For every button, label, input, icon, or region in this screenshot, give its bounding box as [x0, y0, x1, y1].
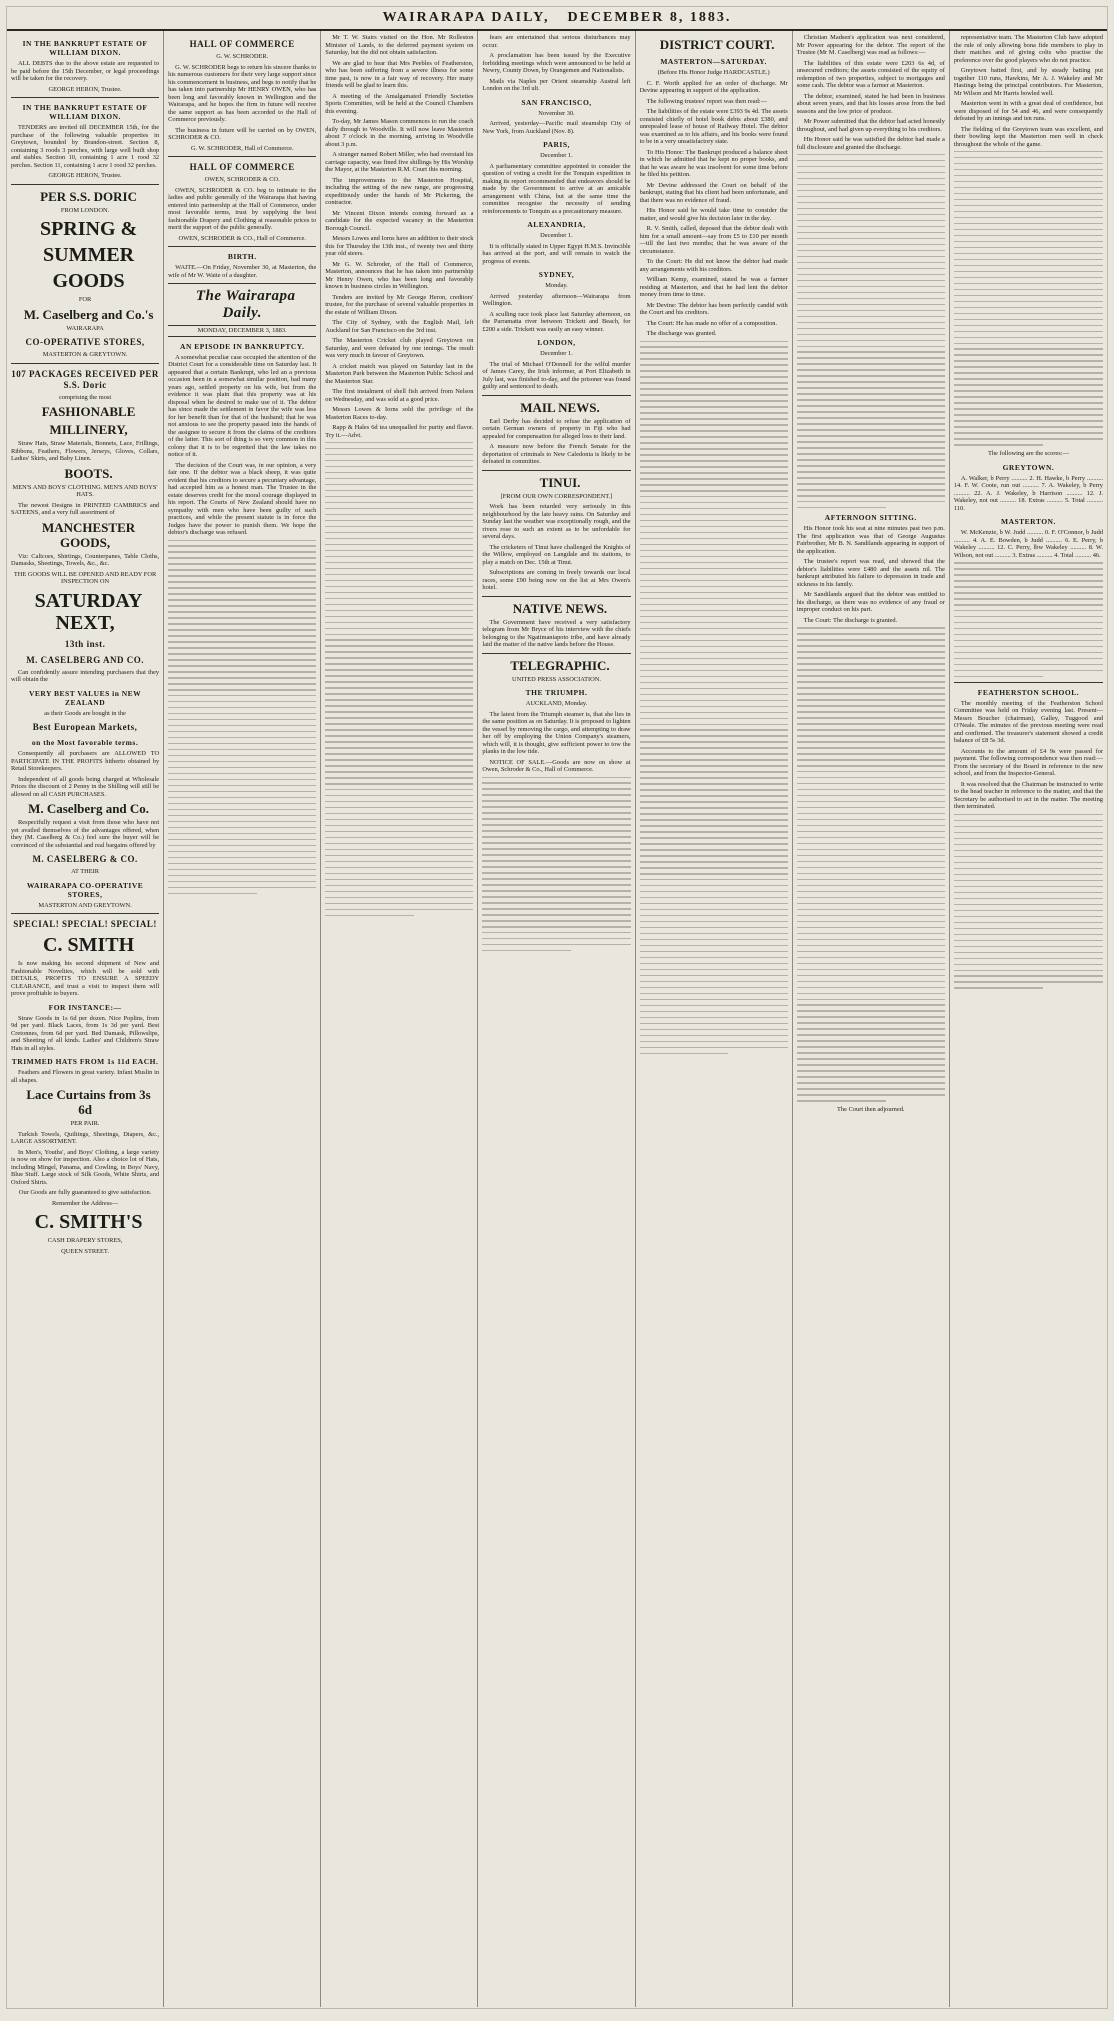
ship-title: PER S.S. DORIC: [40, 188, 137, 204]
news-item: A proclamation has been issued by the Executive forbidding meetings which were announced to be held at Newry, County Down, by Orangemen and Nationalists.: [482, 52, 631, 74]
tinui-body2: The cricketers of Tinui have challenged the Knights of the Willow, employed on Langdale and its stations, to play a match on Dec. 15th at Tinui.: [482, 543, 631, 566]
turkish-text: Turkish Towels, Quiltings, Sheetings, Diapers, &c., LARGE ASSORTMENT.: [11, 1130, 160, 1145]
divider: [482, 470, 630, 471]
alex-heading: ALEXANDRIA,: [527, 220, 586, 229]
court-text: The discharge was granted.: [646, 330, 717, 337]
fashionable-heading: FASHIONABLE: [41, 404, 136, 419]
score-masterton-heading: MASTERTON.: [1001, 517, 1056, 527]
sydney-body: Arrived yesterday afternoon—Wairarapa from Wellington.: [482, 292, 631, 307]
firm4-name: M. CASELBERG & CO.: [32, 854, 138, 864]
london-date: December 1.: [540, 350, 573, 357]
court-text: His Honor took his seat at nine minutes past two p.m. The first application was that of George Augustus Fairbrother, Mr B. N. Sandilands appearing in support of the application.: [796, 525, 945, 555]
divider: [168, 283, 316, 284]
telegraphic-heading: TELEGRAPHIC.: [510, 657, 610, 673]
sf-heading: SAN FRANCISCO,: [521, 97, 592, 107]
text-filler: [640, 341, 788, 1055]
mail-body: Earl Derby has decided to refuse the application of certain German owners of property in Fiji who had appealed for compensation for alleged loss to their land.: [482, 417, 631, 440]
news-item: Rapp & Hales 6d tea unequalled for purity and flavor. Try it.—Advt.: [325, 424, 474, 439]
estate2-title: IN THE BANKRUPT ESTATE OF WILLIAM DIXON.: [22, 103, 148, 121]
smith2-sub: CASH DRAPERY STORES,: [47, 1237, 123, 1244]
news-intro: fears are entertained that serious disturbances may occur.: [482, 34, 631, 49]
boots-body: MEN'S AND BOYS' CLOTHING. MEN'S AND BOYS' HATS.: [12, 483, 158, 498]
feathers-text: Feathers and Flowers in great variety. Infant Muslin in all shapes.: [11, 1069, 160, 1084]
score-greytown: A. Walker, b Perry .......... 2. H. Hawke, b Perry .......... 14. F. W. Coote, run out .......... 7. A. Wakeley, b Perry .......... 22. A. J. Wakeley, b Harrison .......... 12. J. Wakeley, not out .......... 18. Extras .......... 5. Total .......... 110.: [953, 474, 1103, 512]
newspaper-page: [6, 6, 1108, 2009]
text-filler: [325, 442, 473, 916]
court-text: R. V. Smith, called, deposed that the debtor dealt with him for a small amount—say from £5 to £10 per month—till the last two months; that he was aware of the circumstance.: [639, 225, 788, 255]
news-item: Mr Vincent Dixon intends coming forward as a candidate for the expected vacancy in the Masterton Borough Council.: [325, 209, 474, 232]
divider: [482, 653, 630, 654]
text-filler: [954, 814, 1103, 989]
news-item: Tenders are invited by Mr George Heron, creditors' trustee, for the purchase of several valuable properties in the estate of William Dixon.: [325, 293, 474, 316]
confident-text: Can confidently assure intending purchasers that they will obtain the: [11, 668, 160, 683]
column-2: [164, 31, 321, 2007]
birth-heading: BIRTH.: [227, 252, 257, 261]
text-filler: [168, 540, 316, 894]
school-text: Accounts to the amount of £4 9s were passed for payment. The following correspondence was then read:—From the secretary of the Board in reference to the new school, and from the Inspector-General.: [953, 747, 1103, 778]
court-text: Christian Madsen's application was next considered, Mr Power appearing for the debtor. The report of the Trustee (Mr M. Caselberg) was read as follows:—: [796, 34, 945, 56]
text-filler: [954, 151, 1103, 446]
news-item: Mails via Naples per Orient steamship Austral left London on the 3rd ult.: [482, 77, 631, 92]
tinui-body3: Subscriptions are coming in freely towards our local races, some £90 being now on the list at Mrs Owen's hotel.: [482, 569, 631, 591]
firm-place: WAIRARAPA: [66, 324, 104, 332]
alex-date: December 1.: [540, 232, 573, 239]
tinui-heading: TINUI.: [539, 474, 581, 490]
episode-body: A somewhat peculiar case occupied the attention of the District Court for a considerable time on Saturday last. It appeared that a certain Bankrupt, who led an a previous occasion been in a somewhat similar position, had many years ago, settled property on his wife, but from the evidence it was plain that this property was at his disposal when he desired to make use of it. The debtor has since made the settlement in favor the wife was less for her benefit than for that of the husband; that he was not anxious to see the property passed into the hands of the assignee to secure it from the claims of the creditors of the latter. This sort of thing is so very common in this colony that it is to be regretted that the law takes no notice of it.: [168, 353, 317, 458]
text-filler: [482, 777, 630, 952]
court-text: Mr Power submitted that the debtor had acted honestly throughout, and had given up everything to his creditors.: [796, 118, 945, 133]
masthead-paper: WAIRARAPA DAILY,: [382, 10, 550, 25]
court-text: Mr Devine: The debtor has been perfectly candid with the Court and his creditors.: [639, 301, 788, 316]
smith-heading: C. SMITH: [43, 934, 135, 956]
tinui-body: Work has been retarded very seriously in this neighbourhood by the late heavy rains. On Saturday and Sunday last the weather was exceptionally rough, and the rivers rose to such an extent as to be unfordable for several days.: [482, 503, 631, 540]
favourable-text: on the Most favorable terms.: [31, 738, 139, 747]
episode-heading: AN EPISODE IN BANKRUPTCY.: [180, 341, 305, 351]
text-filler: [954, 562, 1103, 677]
special-heading: SPECIAL! SPECIAL! SPECIAL!: [13, 919, 157, 929]
score-masterton: W. McKenzie, b W. Judd .......... 0. F. O'Connor, b Judd .......... 4. A. E. Bowden, b Judd .......... 6. E. Perry, b Wakeley .......... 12. C. Perry, lbw Wakeley .......... 8. W. Wilson, not out .......... 3. Extras .......... 4. Total .......... 46.: [953, 529, 1103, 559]
divider: [11, 913, 159, 914]
remember-text: Remember the Address—: [52, 1199, 119, 1207]
manchester-heading: MANCHESTER GOODS,: [41, 519, 136, 550]
masthead: [7, 7, 1107, 31]
school-text: It was resolved that the Chairman be instructed to write to the head teacher in reference to the matter, and that the Secretary be authorised to act in the matter. The meeting then terminated.: [953, 780, 1103, 811]
lace-heading: Lace Curtains from 3s 6d: [26, 1087, 151, 1117]
column-4: [478, 31, 635, 2007]
hall2-heading: HALL OF COMMERCE: [189, 162, 295, 172]
millinery-body: Straw Hats, Straw Materials, Bonnets, Lace, Frillings, Ribbons, Feathers, Flowers, Jerseys, Gloves, Collars, Ladies' Skirts, and Baby Linen.: [11, 440, 160, 462]
court-text: The Court: He has made no offer of a composition.: [646, 319, 778, 327]
paris-body: A parliamentary committee appointed to consider the question of voting a credit for the Tonquin expedition in making its report recommended that endeavors should be made by the Government to arrive at an amicable arrangement with China, but at the same time the committee recognise the necessity of sending reinforcements to Tonquin as a precautionary measure.: [482, 162, 631, 215]
cricket-text: Greytown batted first, and by steady batting put together 110 runs, Hawkins, Mr A. J. Wakeley and Mr Hastings being the principal contributors. For Masterton, Mr Wilson and Mr Harris bowled well.: [953, 67, 1103, 97]
court-judge: (Before His Honor Judge HARDCASTLE.): [657, 69, 770, 76]
dateline: MONDAY, DECEMBER 3, 1883.: [168, 325, 316, 337]
estate-sign: GEORGE HERON, Trustee.: [48, 85, 122, 93]
afternoon-heading: AFTERNOON SITTING.: [824, 513, 917, 523]
divider: [482, 596, 630, 597]
hall2-body: OWEN, SCHRODER & CO. beg to intimate to the ladies and public generally of the Wairarapa that having entered into partnership at the Hall of Commerce, under most favorable terms, trust by supplying the best fashionable Drapery and Clothing at reasonable prices to merit the support of the public generally.: [168, 186, 317, 231]
native-heading: NATIVE NEWS.: [512, 600, 608, 616]
divider: [11, 184, 159, 185]
column-1: [7, 31, 164, 2007]
opened-text: THE GOODS WILL BE OPENED AND READY FOR INSPECTION ON: [13, 570, 157, 585]
news-item: Mr G. W. Schroder, of the Hall of Commerce, Masterton, announces that he has taken into partnership Mr Henry Owen, who has been long and favorably known in business circles in Wellington.: [325, 260, 474, 290]
column-3: [321, 31, 478, 2007]
hall-body: G. W. SCHRODER begs to return his sincere thanks to his numerous customers for their very large support since his commencement in business, and begs to notify that he has taken into partnership Mr HENRY OWEN, who has been long and favorably known in Wellington and the Wairarapa, and he hopes the firm in future will receive the same support as has been accorded to the Hall of Commerce previously.: [168, 63, 317, 123]
manchester-body: Viz: Calicoes, Shirtings, Counterpanes, Table Cloths, Damasks, Sheetings, Towels, &c., &c.: [11, 552, 160, 567]
episode-body2: The decision of the Court was, in our opinion, a very fair one. If the debtor was a black sheep, it was quite evident that his creditors to secure a pecuniary advantage, had accepted him as a honest man. The Trustee in the estate deserves credit for the moral courage displayed in his report. The Courts of New Zealand should have no sympathy with men who have been guilty of such practices, and while the present statute is in force the Judges have the power to punish them. We hope the debtor's discharge was refused.: [168, 461, 317, 536]
court-text: The trustee's report was read, and showed that the debtor's liabilities were £480 and the assets nil. The bankrupt attributed his failure to depression in trade and sickness in his family.: [796, 558, 945, 588]
estate-title: IN THE BANKRUPT ESTATE OF WILLIAM DIXON.: [22, 39, 148, 57]
school-heading: FEATHERSTON SCHOOL.: [977, 687, 1080, 697]
news-item: A meeting of the Amalgamated Friendly Societies Sports Committee, will be held at the Council Chambers this evening.: [325, 92, 474, 115]
score-title: The following are the scores:—: [987, 450, 1069, 458]
divider: [11, 363, 159, 364]
packages-heading: 107 PACKAGES RECEIVED PER S.S. Doric: [11, 368, 159, 390]
london-heading: LONDON,: [537, 338, 576, 347]
value-text: VERY BEST VALUES in NEW ZEALAND: [28, 688, 142, 707]
inspect-text: In Men's, Youths', and Boys' Clothing, a large variety is now on show for inspection. Also a choice lot of Hats, including Mingel, Panama, and Cowling, in Boys' Navy, Blue Stuff. Large stock of Silk Goods, White Shirts, and Oxford Shirts.: [11, 1148, 160, 1186]
markets-text: Best European Markets,: [32, 722, 138, 732]
column-5: [636, 31, 793, 2007]
paris-date: December 1.: [540, 152, 573, 159]
divider: [954, 682, 1103, 683]
smith2-heading: C. SMITH'S: [34, 1211, 143, 1233]
native-body: The Government have received a very satisfactory telegram from Mr Bryce of his interview with the chiefs belonging to the Ngatimaniapoto tribe, and have already laid the matter of the native lands before the House.: [482, 618, 631, 648]
court-text: The liabilities of the estate were £393 9s 4d. The assets consisted chiefly of hotel book debts about £380, and unrepealed lease of house of Railway Hotel. The debtor was examined as to his affairs, and his books were found to be in a very unsatisfactory state.: [639, 108, 788, 145]
at-their: AT THEIR: [71, 868, 100, 875]
mail-body2: A measure now before the French Senate for the deportation of criminals to New Caledonia is likely to be defeated in committee.: [482, 443, 631, 465]
court-sub: MASTERTON—SATURDAY.: [660, 57, 767, 66]
smith2-addr: QUEEN STREET.: [61, 1247, 109, 1255]
cricket-text: Masterton went in with a great deal of confidence, but were disposed of for 54 and 46, and were consequently defeated by an innings and ten runs.: [953, 100, 1103, 122]
firm2-name: M. CASELBERG AND CO.: [26, 654, 144, 665]
paris-heading: PARIS,: [543, 140, 570, 149]
columns: [7, 31, 1107, 2007]
places-text: MASTERTON AND GREYTOWN.: [38, 901, 132, 909]
summer-heading: SUMMER: [43, 244, 135, 266]
discount-text: Consequently all purchasers are ALLOWED TO PARTICIPATE IN THE PROFITS hitherto obtained by Retail Storekeepers.: [11, 750, 160, 772]
court-text: His Honor said he would take time to consider the matter, and would give his decision later in the day.: [639, 207, 788, 222]
hall-heading: HALL OF COMMERCE: [189, 39, 295, 49]
hall2-sign: OWEN, SCHRODER & CO., Hall of Commerce.: [178, 234, 306, 242]
triumph-heading: THE TRIUMPH.: [525, 688, 588, 697]
london-body: The trial of Michael O'Donnell for the wilful murder of James Carey, the Irish informer, at Port Elizabeth in July last, was finished to-day, and the prisoner was found guilty and sentenced to death.: [482, 360, 631, 390]
triumph-body: The latest from the Triumph steamer is, that she lies in the same position as on Saturday. It is proposed to lighten the vessel by removing the cargo, and attempting to draw her off by employing the Union Company's steamers, which will, it is thought, give sufficient power to tow the planks in the low tide.: [482, 710, 631, 755]
sydney-date: Monday.: [545, 282, 568, 289]
instance-body: Straw Goods in 1s 6d per dozen. Nice Poplins, from 9d per yard. Black Laces, from 1s 3d per yard. Best Cretonnes, from 6d per yard. Bed Damask, Pillowslips, and Sheeting of all kinds. Ladies' and Children's Straw Hats in all styles.: [11, 1014, 160, 1052]
court-text: Mr Devine addressed the Court on behalf of the bankrupt, stating that his client had been unfortunate, and that there was no evidence of fraud.: [639, 181, 788, 204]
estate2-body: TENDERS are invited till DECEMBER 15th, for the purchase of the following valuable properties in Greytown, bounded by Brandon-street. Section 8, containing 3 roods 3 perches, with large well built shop and stables. Section 10, containing 1 acre 1 rood 32 perches. Section 11, containing 1 acre 1 rood 32 perches.: [11, 124, 160, 169]
news-intro: Mr T. W. Stairs visited on the Hon. Mr Rolleston Minister of Lands, to the deferred payment system on Saturday, but the did not obtain satisfaction.: [325, 34, 474, 56]
court-adjourned: The Court then adjourned.: [837, 1106, 905, 1114]
invite-text: Respectfully request a visit from those who have not yet availed themselves of the advantages offered, when they (M. Caselberg & Co.) feel sure the buyer will be convinced of the substantial and real bargains offered by: [11, 819, 160, 849]
mail-heading: MAIL NEWS.: [520, 399, 600, 415]
column-6: [793, 31, 950, 2007]
notice-text: NOTICE OF SALE.—Goods are now on show at Owen, Schroder & Co., Hall of Commerce.: [482, 758, 631, 773]
score-greytown-heading: GREYTOWN.: [1002, 462, 1055, 472]
birth-body: WAITE.—On Friday, November 30, at Masterton, the wife of Mr W. Waite of a daughter.: [168, 264, 317, 279]
divider: [168, 246, 316, 247]
masthead-date: DECEMBER 8, 1883.: [567, 10, 732, 25]
news-item: The City of Sydney, with the English Mail, left Auckland for San Francisco on the 3rd inst.: [325, 319, 474, 334]
instance-heading: FOR INSTANCE:—: [48, 1002, 122, 1012]
school-text: The monthly meeting of the Featherston School Committee was held on Friday evening last. Present—Messrs Boucher (chairman), Galley, Tuggood and O'Neale. The minutes of the previous meeting were read and confirmed. The treasurer's statement showed a credit balance of £8 5s 3d.: [953, 699, 1103, 745]
coop-stores: CO-OPERATIVE STORES,: [25, 337, 145, 347]
comprising-text: comprising the most: [58, 393, 112, 401]
per-pair: PER PAIR.: [70, 1120, 100, 1127]
firm-name: M. Caselberg and Co.'s: [23, 306, 154, 322]
court-heading: DISTRICT COURT.: [659, 37, 775, 52]
court-text: To the Court: He did not know the debtor had made any arrangements with his creditors.: [639, 258, 788, 273]
court-text: The liabilities of this estate were £203 6s 4d, of unsecured creditors; the assets consisted of the equity of redemption of two properties, subject to mortgages and some cash. The debtor was a farmer at Masterton.: [796, 59, 945, 89]
text-filler: [797, 627, 945, 1101]
prints-text: The newest Designs in PRINTED CAMBRICS and SATEENS, and a very full assortment of: [11, 501, 160, 516]
news-item: Messrs Lowes & Iorns sold the privilege of the Masterton Races to-day.: [325, 406, 474, 421]
sydney-body2: A sculling race took place last Saturday afternoon, on the Parramatta river between Trickett and Beach, for £200 a side. Trickett was easily an easy winner.: [482, 310, 631, 333]
divider: [482, 395, 630, 396]
news-item: A stranger named Robert Miller, who had overstaid his carriage capacity, was fined five shillings by His Worship the Mayor, at the Masterton R.M. Court this morning.: [325, 151, 474, 173]
press-sub: UNITED PRESS ASSOCIATION.: [512, 675, 601, 683]
cricket-text: representative team. The Masterton Club have adopted the rule of only allowing bona fide members to play in their matches and of giving colts who practise the preference over the good players who do not practice.: [953, 34, 1103, 64]
hats-heading: TRIMMED HATS FROM 1s 11d EACH.: [11, 1057, 159, 1066]
estate2-sign: GEORGE HERON, Trustee.: [48, 172, 122, 179]
court-text: William Kemp, examined, stated he was a farmer residing at Masterton, and that he had lent the debtor money from time to time.: [639, 276, 788, 298]
news-item: We are glad to hear that Mrs Peebles of Featherston, who has been suffering from a severe illness for some time past, is now in a fair way of recovery. Her many friends will be glad to learn this.: [325, 59, 474, 89]
news-item: To-day, Mr James Mason commences to run the coach daily through to Woodville. It will now leave Masterton about 7 o'clock in the morning, arriving in Woodville about 3 p.m.: [325, 118, 474, 148]
news-item: A cricket match was played on Saturday last in the Masterton Park between the Masterton Public School and the Masterton Star.: [325, 362, 474, 385]
divider: [168, 156, 316, 157]
sf-body: Arrived, yesterday—Pacific mail steamship City of New York, from Auckland (Nov. 8).: [482, 120, 631, 135]
for-word: FOR: [78, 296, 92, 303]
court-text: To His Honor: The Bankrupt produced a balance sheet in which he admitted that he kept no proper books, and that he was aware he was insolvent for some time before he filed his petition.: [639, 148, 788, 178]
hall2-firm: OWEN, SCHRODER & CO.: [204, 176, 280, 183]
alex-body: It is officially stated in Upper Egypt H.M.S. Invincible has arrived at the port, and will remain to watch the progress of events.: [482, 242, 631, 265]
hall-body2: The business in future will be carried on by OWEN, SCHRODER & CO.: [168, 126, 317, 141]
firm3-name: M. Caselberg and Co.: [28, 801, 150, 816]
triumph-date: AUCKLAND, Monday.: [525, 700, 588, 707]
hall-proprietor: G. W. SCHRODER.: [216, 53, 269, 60]
court-text: The debtor, examined, stated he had been in business about seven years, and that his losses arose from the bad seasons and the low price of produce.: [796, 92, 945, 115]
smith-body: Is now making his second shipment of New and Fashionable Novelties, which will be sold with DETAILS, PROFITS TO ENSURE A SPEEDY CLEARANCE, and trust a visit to inspect them will prove profitable to buyers.: [11, 960, 160, 997]
court-text: C. F. Worth applied for an order of discharge. Mr Devine appearing in support of the application.: [639, 79, 788, 94]
tinui-sub: [FROM OUR OWN CORRESPONDENT.]: [500, 492, 613, 500]
estate-body: ALL DEBTS due to the above estate are requested to be paid before the 15th December, or legal proceedings will be taken for the recovery.: [11, 60, 160, 82]
spring-heading: SPRING &: [39, 218, 138, 240]
news-item: The improvements to the Masterton Hospital, including the setting of the new range, are progressing expeditiously under the hands of Mr Pickering, the contractor.: [325, 176, 474, 206]
boots-heading: BOOTS.: [64, 465, 113, 481]
court-text: The Court: The discharge is granted.: [803, 616, 898, 624]
sf-date: November 30.: [538, 109, 575, 117]
millinery-heading: MILLINERY,: [49, 422, 128, 437]
text-filler: [797, 154, 945, 508]
coop2-name: WAIRARAPA CO-OPERATIVE STORES,: [26, 880, 144, 899]
divider: [11, 97, 159, 98]
bought-text: as their Goods are bought in the: [44, 709, 126, 717]
cricket-text: The fielding of the Greytown team was excellent, and their bowling kept the Masterton men well in check throughout the whole of the game.: [953, 125, 1103, 148]
news-item: The first instalment of shell fish arrived from Nelson on Wednesday, and was sold at a good price.: [325, 388, 474, 403]
inst-text: 13th inst.: [64, 638, 106, 649]
sydney-heading: SYDNEY,: [538, 270, 575, 279]
footnote-text: Our Goods are fully guaranteed to give satisfaction.: [18, 1189, 152, 1196]
saturday-heading: SATURDAY NEXT,: [34, 589, 143, 634]
newspaper-logo: The Wairarapa Daily.: [195, 288, 296, 321]
news-item: Messrs Lowes and Iorns have an addition to their stock this for Thursday the 13th inst., of twenty two and thirty year old steers.: [325, 235, 474, 257]
goods-heading: GOODS: [52, 270, 125, 292]
ship-sub: FROM LONDON.: [60, 206, 110, 214]
wholesale-text: Independent of all goods being charged at Wholesale Prices the discount of 2 Penny in the Shilling will still be allowed on all CASH PURCHASES.: [11, 775, 160, 798]
column-7: [950, 31, 1107, 2007]
court-text: His Honor said he was satisfied the debtor had made a full disclosure and granted the discharge.: [796, 136, 945, 151]
coop-place: MASTERTON & GREYTOWN.: [42, 351, 128, 358]
news-item: The Masterton Cricket club played Greytown on Saturday, and were defeated by one innings. The result was very much in favour of Greytown.: [325, 337, 474, 359]
court-text: The following trustees' report was then read:—: [646, 97, 767, 105]
court-text: Mr Sandilands argued that the debtor was entitled to his discharge, as there was no evidence of any fraud or improper conduct on his part.: [796, 591, 945, 614]
hall-sign: G. W. SCHRODER, Hall of Commerce.: [190, 144, 294, 152]
